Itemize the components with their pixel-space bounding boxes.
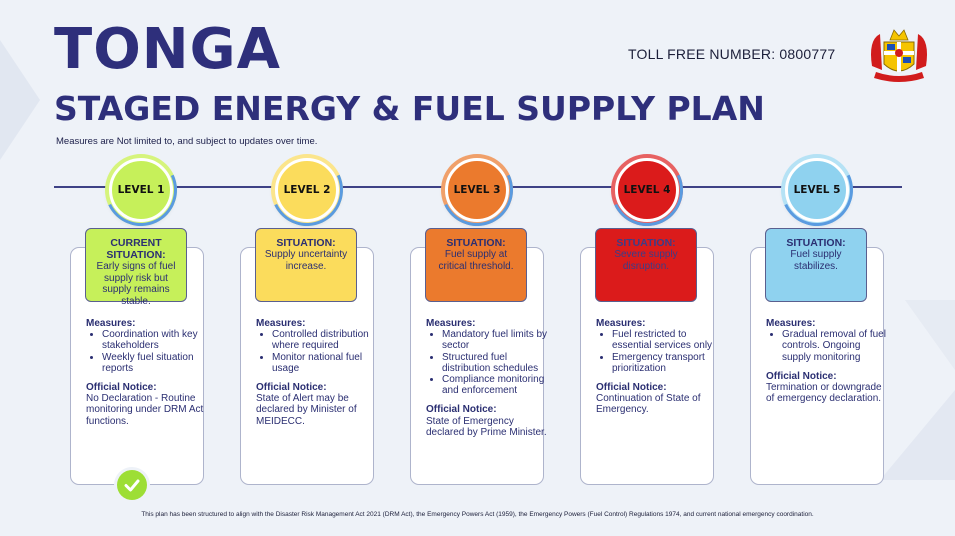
measure-item: • Mandatory fuel limits by sector [442, 329, 550, 351]
measure-item: • Compliance monitoring and enforcement [442, 374, 550, 396]
measures-label: Measures: [256, 318, 306, 329]
disclaimer-text: Measures are Not limited to, and subject to updates over time. [56, 136, 318, 147]
level-5-situation [765, 228, 867, 302]
official-notice-label: Official Notice: [256, 381, 327, 393]
measure-item: • Fuel restricted to essential services only [612, 329, 720, 351]
measures-list [86, 329, 210, 374]
level-1-label: LEVEL 1 [117, 184, 165, 196]
situation-text: Early signs of fuel supply risk but supply remains stable. [96, 261, 176, 307]
level-1-situation [85, 228, 187, 307]
level-1-badge [109, 158, 173, 222]
situation-text: Fuel supply stabilizes. [790, 249, 842, 272]
page-subtitle: STAGED ENERGY & FUEL SUPPLY PLAN [54, 89, 765, 128]
official-notice-text: No Declaration - Routine monitoring under DRM Act functions. [86, 393, 204, 427]
measures-list [596, 329, 720, 374]
background-shape [0, 40, 40, 160]
official-notice-text: State of Emergency declared by Prime Minister. [426, 415, 547, 438]
background-shape [880, 390, 955, 480]
measure-item: • Coordination with key stakeholders [102, 329, 210, 351]
official-notice-text: State of Alert may be declared by Minister of MEIDECC. [256, 393, 357, 427]
situation-text: Fuel supply at critical threshold. [438, 249, 514, 272]
level-3-label: LEVEL 3 [453, 184, 501, 196]
situation-text: Severe supply disruption. [614, 249, 678, 272]
toll-free-number: TOLL FREE NUMBER: 0800777 [628, 46, 836, 62]
level-4-situation [595, 228, 697, 302]
level-3-badge [445, 158, 509, 222]
level-2-situation [255, 228, 357, 302]
measures-label: Measures: [86, 318, 136, 329]
measure-item: • Gradual removal of fuel controls. Ongoing supply monitoring [782, 329, 890, 363]
level-3-details [426, 318, 550, 438]
page-title: TONGA [54, 17, 281, 82]
level-3-situation [425, 228, 527, 302]
level-5-label: LEVEL 5 [793, 184, 841, 196]
official-notice-label: Official Notice: [86, 381, 157, 393]
measure-item: • Structured fuel distribution schedules [442, 352, 550, 374]
level-5-badge [785, 158, 849, 222]
measures-label: Measures: [426, 318, 476, 329]
measure-item: • Weekly fuel situation reports [102, 352, 210, 374]
official-notice-label: Official Notice: [766, 370, 837, 382]
measures-list [256, 329, 380, 374]
official-notice-text: Continuation of State of Emergency. [596, 393, 701, 416]
situation-title: SITUATION: [276, 237, 336, 249]
official-notice-label: Official Notice: [426, 404, 497, 416]
official-notice-text: Termination or downgrade of emergency declaration. [766, 381, 882, 405]
official-notice-label: Official Notice: [596, 381, 667, 393]
situation-title: CURRENT SITUATION: [106, 237, 166, 262]
level-5-details [766, 318, 890, 404]
measures-label: Measures: [766, 318, 816, 329]
measure-item: • Monitor national fuel usage [272, 352, 380, 374]
level-1-details [86, 318, 210, 427]
footer-note: This plan has been structured to align with the Disaster Risk Management Act 2021 (DRM Act), the Emergency Powers Act (1959), the Emergency Powers (Fuel Control) Regulations 1974, and current national emergency coordination. [141, 511, 814, 518]
measure-item: • Emergency transport prioritization [612, 352, 720, 374]
level-4-label: LEVEL 4 [623, 184, 671, 196]
level-4-badge [615, 158, 679, 222]
measures-list [766, 329, 890, 363]
situation-title: SITUATION: [786, 237, 846, 249]
background-shape [905, 300, 955, 370]
check-icon [117, 470, 147, 500]
coat-of-arms-icon [866, 20, 932, 86]
level-2-label: LEVEL 2 [283, 184, 331, 196]
measures-label: Measures: [596, 318, 646, 329]
situation-text: Supply uncertainty increase. [264, 249, 348, 272]
situation-title: SITUATION: [616, 237, 676, 249]
situation-title: SITUATION: [446, 237, 506, 249]
level-2-details [256, 318, 380, 427]
level-4-details [596, 318, 720, 416]
measure-item: • Controlled distribution where required [272, 329, 380, 351]
measures-list [426, 329, 550, 396]
level-2-badge [275, 158, 339, 222]
